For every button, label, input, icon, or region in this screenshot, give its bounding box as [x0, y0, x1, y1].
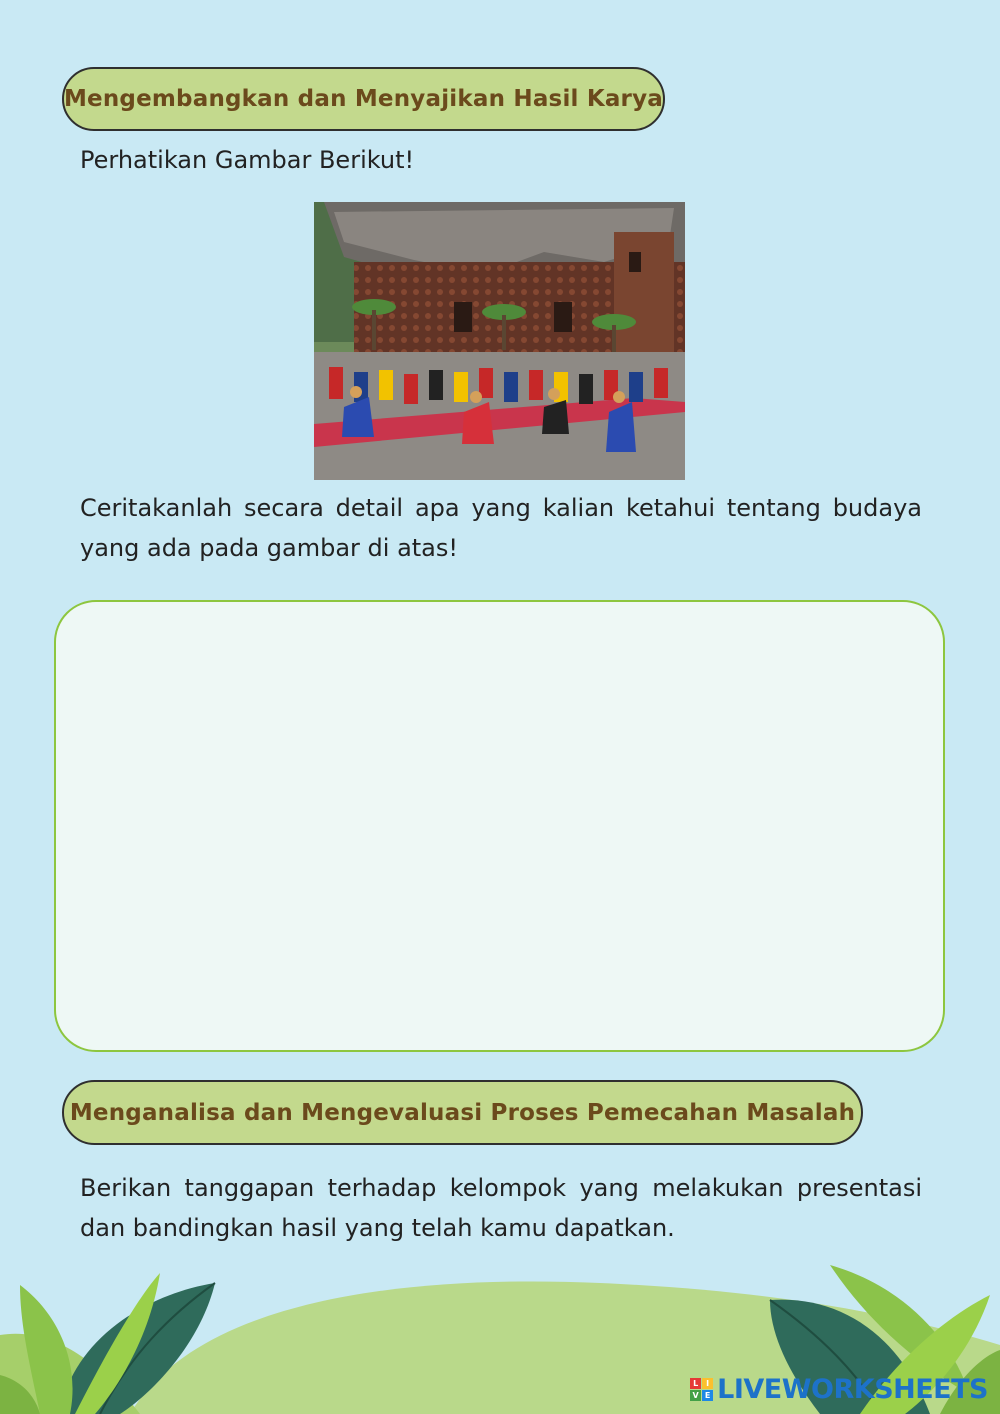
question-text: Berikan tanggapan terhadap kelompok yang melakukan presentasi dan bandingkan hasil yang telah kamu dapatkan. [80, 1174, 922, 1242]
section-title: Mengembangkan dan Menyajikan Hasil Karya [63, 86, 664, 112]
brand-text: LIVEWORKSHEETS [717, 1373, 988, 1405]
section-title-pill [62, 1080, 863, 1145]
intro-text: Perhatikan Gambar Berikut! [80, 146, 415, 174]
answer-textbox[interactable] [54, 600, 945, 1052]
section-title-pill [62, 67, 665, 131]
question-text: Ceritakanlah secara detail apa yang kalian ketahui tentang budaya yang ada pada gambar di atas! [80, 494, 922, 562]
culture-photo [314, 202, 685, 480]
section-title: Menganalisa dan Mengevaluasi Proses Pemecahan Masalah [69, 1099, 856, 1126]
liveworksheets-logo-icon: L I V E [690, 1378, 713, 1401]
liveworksheets-brand [690, 1374, 988, 1404]
